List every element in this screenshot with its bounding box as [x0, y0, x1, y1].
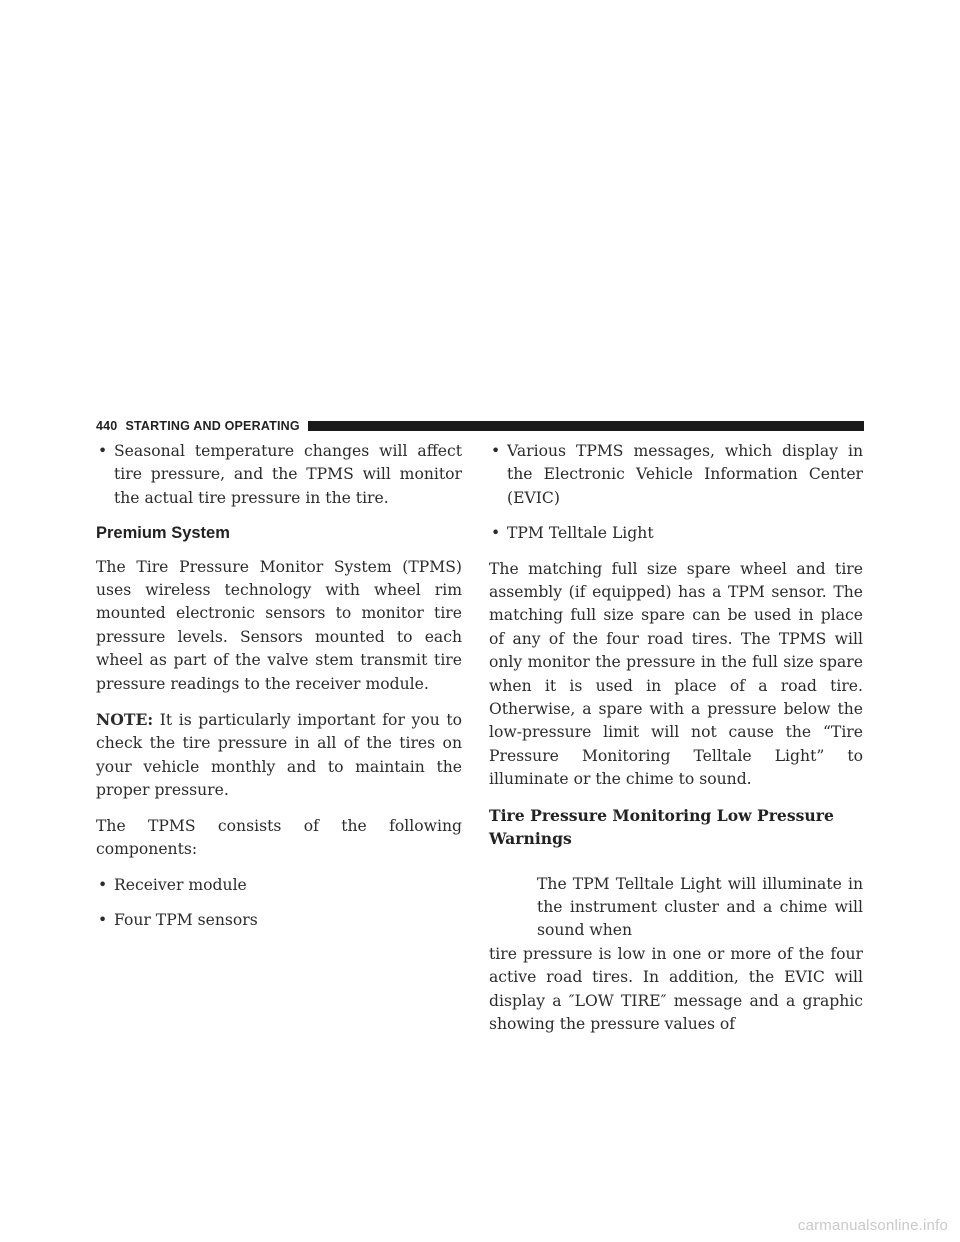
list-item-text: Receiver module [114, 875, 247, 894]
bullet-icon: • [98, 875, 108, 894]
page-header [96, 418, 864, 434]
note-paragraph [96, 708, 462, 803]
list-item [96, 440, 462, 510]
bullet-icon: • [98, 442, 108, 460]
bullet-icon: • [491, 524, 501, 543]
continuation-paragraph: tire pressure is low in one or more of the four active road tires. In addition, the EVIC will display a ″LOW TIRE″ message and a graphic showing the pressure values of [489, 944, 863, 1033]
bullet-icon: • [491, 442, 501, 460]
watermark: carmanualsonline.info [797, 1217, 948, 1234]
note-text: It is particularly important for you to check the tire pressure in all of the tires on your vehicle monthly and to maintain the proper pressure. [96, 711, 462, 800]
left-column [96, 440, 462, 944]
list-item [96, 874, 462, 897]
warnings-heading: Tire Pressure Monitoring Low Pressure Warnings [489, 805, 834, 849]
list-item-text: Four TPM sensors [114, 910, 258, 929]
subheading-premium-system: Premium System [96, 524, 230, 543]
list-item [489, 440, 863, 510]
page-number: 440 [96, 419, 118, 433]
indented-paragraph: The TPM Telltale Light will illuminate in the instrument cluster and a chime will sound when [537, 874, 863, 940]
header-rule [308, 421, 864, 431]
list-item [96, 909, 462, 932]
list-item-text: Seasonal temperature changes will affect tire pressure, and the TPMS will monitor the actual tire pressure in the tire. [114, 442, 462, 507]
list-item [489, 522, 863, 545]
bullet-icon: • [98, 910, 108, 929]
section-title: STARTING AND OPERATING [125, 419, 300, 433]
right-column [489, 440, 863, 1036]
paragraph: The Tire Pressure Monitor System (TPMS) uses wireless technology with wheel rim mounted electronic sensors to monitor tire pressure levels. Sensors mounted to each wheel as part of the valve stem transmit tire pressure readings to the receiver module. [96, 557, 462, 693]
paragraph: The matching full size spare wheel and tire assembly (if equipped) has a TPM sensor. The matching full size spare can be used in place of any of the four road tires. The TPMS will only monitor the pressure in the full size spare when it is used in place of a road tire. Otherwise, a spare with a pressure below the low-pressure limit will not cause the “Tire Pressure Monitoring Telltale Light” to illuminate or the chime to sound. [489, 559, 863, 789]
list-item-text: Various TPMS messages, which display in the Electronic Vehicle Information Center (EVIC) [507, 442, 863, 507]
list-item-text: TPM Telltale Light [507, 524, 654, 543]
paragraph: The TPMS consists of the following components: [96, 816, 462, 859]
note-label: NOTE: [96, 710, 154, 730]
